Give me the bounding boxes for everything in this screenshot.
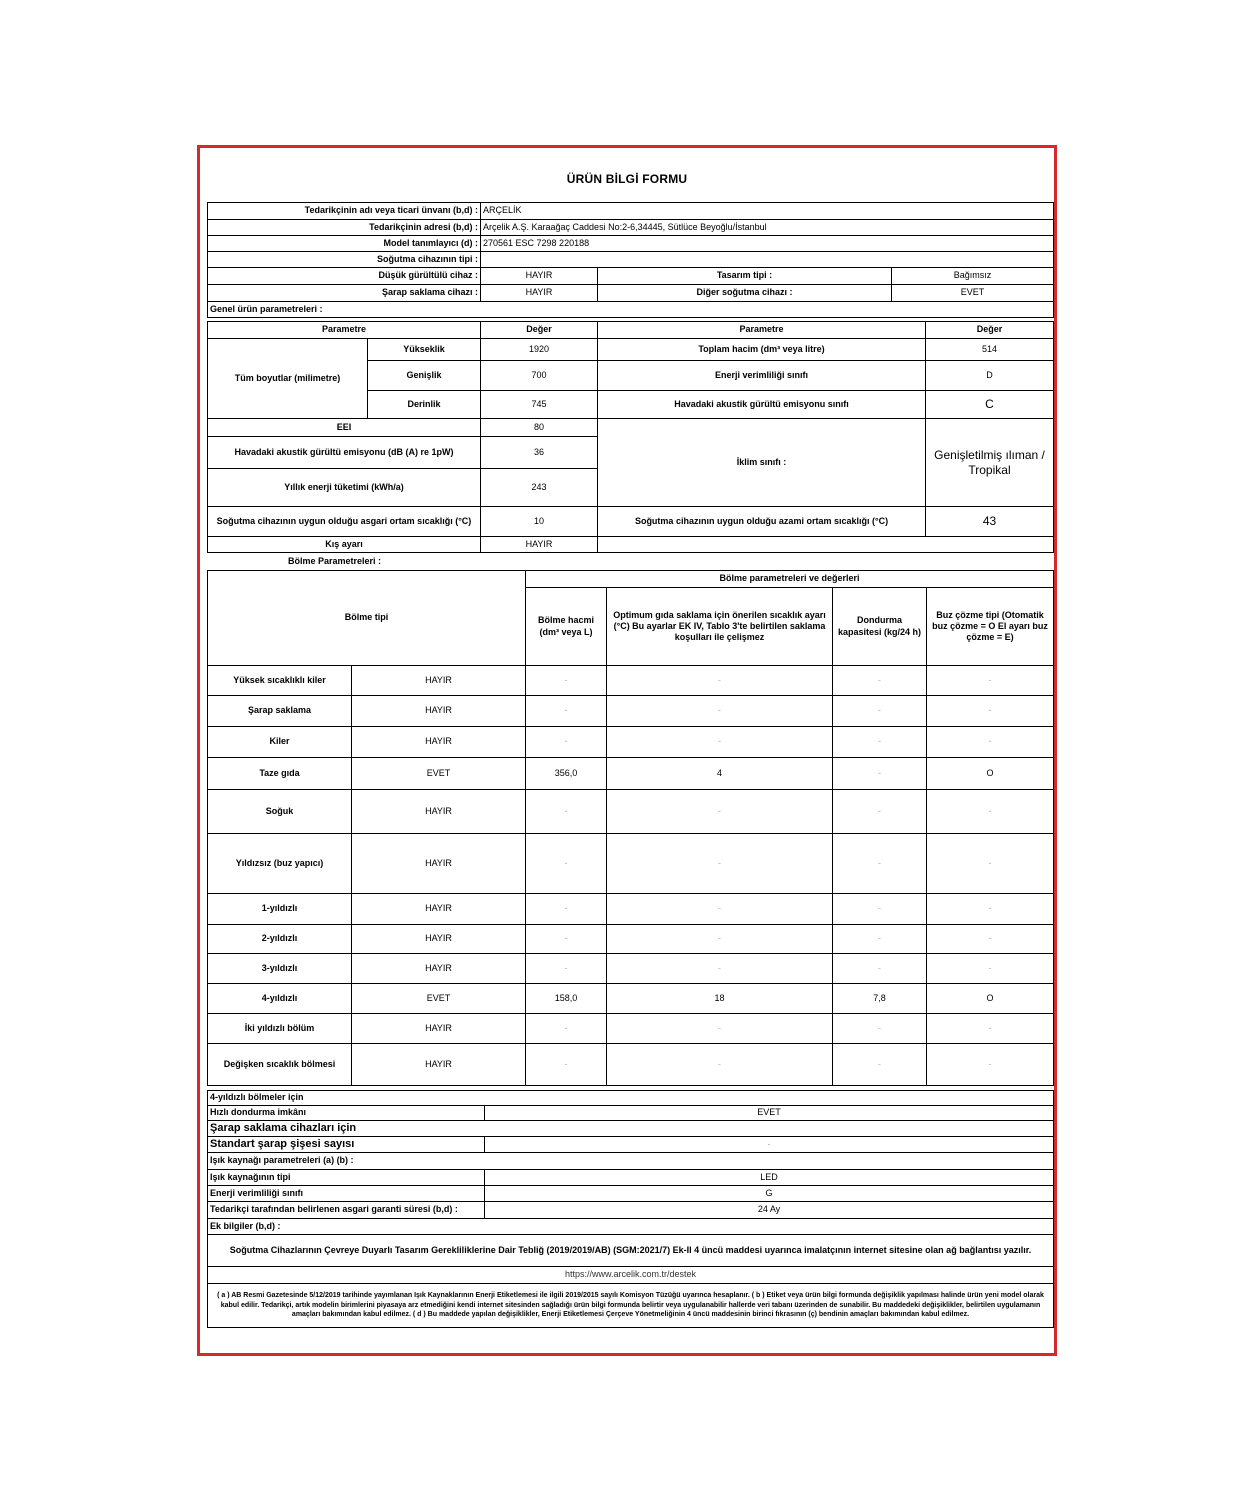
light-type-label: Işık kaynağının tipi: [208, 1170, 485, 1186]
design-type-value: Bağımsız: [892, 268, 1054, 285]
compartment-volume: -: [526, 954, 607, 984]
compartment-name: Şarap saklama: [208, 696, 352, 727]
width-value: 700: [481, 361, 598, 391]
table-row: [208, 790, 1054, 834]
compartment-present: HAYIR: [352, 954, 526, 984]
compartment-defrost: O: [927, 758, 1054, 790]
compartment-freeze: -: [833, 894, 927, 925]
compartment-volume: -: [526, 790, 607, 834]
supplier-table: [207, 202, 1054, 318]
table-row: [208, 758, 1054, 790]
table-row: [208, 954, 1054, 984]
compartment-freeze: -: [833, 925, 927, 954]
four-star-section-label: 4-yıldızlı bölmeler için: [208, 1091, 1054, 1106]
compartment-name: 1-yıldızlı: [208, 894, 352, 925]
compartment-temp: -: [607, 666, 833, 696]
compartment-temp: 18: [607, 984, 833, 1014]
compartment-defrost: -: [927, 790, 1054, 834]
low-noise-value: HAYIR: [481, 268, 598, 285]
form-frame: [197, 145, 1057, 1356]
noise-value: 36: [481, 437, 598, 469]
compartment-defrost: -: [927, 1044, 1054, 1086]
compartment-group-header: Bölme parametreleri ve değerleri: [526, 571, 1054, 588]
noise-class-label: Havadaki akustik gürültü emisyonu sınıfı: [598, 391, 926, 419]
energy-class-value: D: [926, 361, 1054, 391]
compartment-volume: 158,0: [526, 984, 607, 1014]
width-label: Genişlik: [368, 361, 481, 391]
winter-label: Kış ayarı: [208, 537, 481, 553]
table-row: [208, 1014, 1054, 1044]
annual-energy-label: Yıllık enerji tüketimi (kWh/a): [208, 469, 481, 507]
device-type-value: [481, 252, 1054, 268]
compartment-temp: -: [607, 1014, 833, 1044]
form-title: ÜRÜN BİLGİ FORMU: [566, 172, 688, 186]
wine-device-label: Şarap saklama cihazı :: [208, 285, 481, 302]
min-temp-value: 10: [481, 507, 598, 537]
winter-empty: [598, 537, 1054, 553]
table-row: [208, 894, 1054, 925]
wine-bottles-value: -: [485, 1137, 1054, 1153]
table-row: [208, 834, 1054, 894]
value-header: Değer: [481, 322, 598, 339]
compartment-volume: -: [526, 1044, 607, 1086]
dimensions-label: Tüm boyutlar (milimetre): [208, 339, 368, 419]
energy-class-label: Enerji verimliliği sınıfı: [598, 361, 926, 391]
compartment-temp: -: [607, 1044, 833, 1086]
table-row: [208, 666, 1054, 696]
compartment-present: EVET: [352, 758, 526, 790]
value-header-2: Değer: [926, 322, 1054, 339]
eei-label: EEI: [208, 419, 481, 437]
max-temp-label: Soğutma cihazının uygun olduğu azami ortam sıcaklığı (°C): [598, 507, 926, 537]
compartment-volume: 356,0: [526, 758, 607, 790]
table-row: [208, 727, 1054, 758]
compartment-freeze: -: [833, 696, 927, 727]
compartment-present: EVET: [352, 984, 526, 1014]
other-device-label: Diğer soğutma cihazı :: [598, 285, 892, 302]
warranty-value: 24 Ay: [485, 1202, 1054, 1219]
other-device-value: EVET: [892, 285, 1054, 302]
table-row: [208, 1044, 1054, 1086]
compartment-present: HAYIR: [352, 790, 526, 834]
light-section-label: Işık kaynağı parametreleri (a) (b) :: [208, 1153, 1054, 1170]
compartment-type-header: Bölme tipi: [208, 571, 526, 666]
compartment-temp: -: [607, 727, 833, 758]
height-label: Yükseklik: [368, 339, 481, 361]
compartment-volume: -: [526, 1014, 607, 1044]
compartment-temp: -: [607, 834, 833, 894]
compartment-name: Taze gıda: [208, 758, 352, 790]
compartment-freeze: -: [833, 727, 927, 758]
compartment-freeze: -: [833, 666, 927, 696]
compartment-volume: -: [526, 834, 607, 894]
compartment-present: HAYIR: [352, 894, 526, 925]
compartment-volume: -: [526, 727, 607, 758]
depth-value: 745: [481, 391, 598, 419]
supplier-address-value: Arçelik A.Ş. Karaağaç Caddesi No:2-6,34445, Sütlüce Beyoğlu/İstanbul: [481, 220, 1054, 236]
annual-energy-value: 243: [481, 469, 598, 507]
compartment-volume: -: [526, 894, 607, 925]
model-label: Model tanımlayıcı (d) :: [208, 236, 481, 252]
compartment-name: 2-yıldızlı: [208, 925, 352, 954]
compartment-name: 3-yıldızlı: [208, 954, 352, 984]
fast-freeze-value: EVET: [485, 1106, 1054, 1121]
fast-freeze-label: Hızlı dondurma imkânı: [208, 1106, 485, 1121]
light-type-value: LED: [485, 1170, 1054, 1186]
col-defrost-header: Buz çözme tipi (Otomatik buz çözme = O El ayarı buz çözme = E): [927, 588, 1054, 666]
max-temp-value: 43: [926, 507, 1054, 537]
total-volume-value: 514: [926, 339, 1054, 361]
col-temp-header: Optimum gıda saklama için önerilen sıcaklık ayarı (°C) Bu ayarlar EK IV, Tablo 3'te belirtilen saklama koşulları ile çelişmez: [607, 588, 833, 666]
compartment-volume: -: [526, 666, 607, 696]
climate-value: Genişletilmiş ılıman / Tropikal: [926, 419, 1054, 507]
noise-label: Havadaki akustik gürültü emisyonu (dB (A) re 1pW): [208, 437, 481, 469]
compartment-present: HAYIR: [352, 1044, 526, 1086]
eei-value: 80: [481, 419, 598, 437]
total-volume-label: Toplam hacim (dm³ veya litre): [598, 339, 926, 361]
model-value: 270561 ESC 7298 220188: [481, 236, 1054, 252]
compartment-present: HAYIR: [352, 925, 526, 954]
param-header-2: Parametre: [598, 322, 926, 339]
light-class-value: G: [485, 1186, 1054, 1202]
winter-value: HAYIR: [481, 537, 598, 553]
table-row: [208, 696, 1054, 727]
compartments-table: [207, 570, 1054, 1086]
extra-info-text: Soğutma Cihazlarının Çevreye Duyarlı Tasarım Gerekliliklerine Dair Tebliğ (2019/2019/AB) (SGM:2021/7) Ek-II 4 üncü maddesi uyarınca imalatçının internet sitesine olan ağ bağlantısı yazılır.: [208, 1235, 1054, 1267]
compartment-name: Yüksek sıcaklıklı kiler: [208, 666, 352, 696]
compartment-freeze: -: [833, 758, 927, 790]
compartment-name: 4-yıldızlı: [208, 984, 352, 1014]
light-class-label: Enerji verimliliği sınıfı: [208, 1186, 485, 1202]
depth-label: Derinlik: [368, 391, 481, 419]
compartment-freeze: -: [833, 834, 927, 894]
compartment-present: HAYIR: [352, 834, 526, 894]
compartment-temp: -: [607, 925, 833, 954]
compartment-present: HAYIR: [352, 1014, 526, 1044]
general-params-table: [207, 321, 1054, 553]
compartment-name: Soğuk: [208, 790, 352, 834]
compartment-name: İki yıldızlı bölüm: [208, 1014, 352, 1044]
compartment-temp: 4: [607, 758, 833, 790]
device-type-label: Soğutma cihazının tipi :: [208, 252, 481, 268]
compartment-present: HAYIR: [352, 666, 526, 696]
compartments-section-label: Bölme Parametreleri :: [288, 556, 382, 566]
compartment-volume: -: [526, 696, 607, 727]
compartment-name: Değişken sıcaklık bölmesi: [208, 1044, 352, 1086]
height-value: 1920: [481, 339, 598, 361]
wine-device-value: HAYIR: [481, 285, 598, 302]
warranty-label: Tedarikçi tarafından belirlenen asgari garanti süresi (b,d) :: [208, 1202, 485, 1219]
compartment-temp: -: [607, 696, 833, 727]
min-temp-label: Soğutma cihazının uygun olduğu asgari ortam sıcaklığı (°C): [208, 507, 481, 537]
col-volume-header: Bölme hacmi (dm³ veya L): [526, 588, 607, 666]
general-section-label: Genel ürün parametreleri :: [208, 302, 1054, 318]
low-noise-label: Düşük gürültülü cihaz :: [208, 268, 481, 285]
noise-class-value: C: [926, 391, 1054, 419]
compartment-volume: -: [526, 925, 607, 954]
supplier-name-value: ARÇELİK: [481, 203, 1054, 220]
compartment-defrost: -: [927, 894, 1054, 925]
design-type-label: Tasarım tipi :: [598, 268, 892, 285]
compartment-defrost: -: [927, 834, 1054, 894]
col-freeze-header: Dondurma kapasitesi (kg/24 h): [833, 588, 927, 666]
compartment-present: HAYIR: [352, 727, 526, 758]
compartment-freeze: -: [833, 790, 927, 834]
compartment-defrost: O: [927, 984, 1054, 1014]
table-row: [208, 925, 1054, 954]
compartment-freeze: -: [833, 1014, 927, 1044]
compartment-present: HAYIR: [352, 696, 526, 727]
bottom-table: [207, 1090, 1054, 1328]
compartment-defrost: -: [927, 696, 1054, 727]
compartment-temp: -: [607, 790, 833, 834]
param-header: Parametre: [208, 322, 481, 339]
climate-label: İklim sınıfı :: [598, 419, 926, 507]
wine-section-label: Şarap saklama cihazları için: [208, 1121, 1054, 1137]
footnote-text: ( a ) AB Resmi Gazetesinde 5/12/2019 tarihinde yayımlanan Işık Kaynaklarının Enerji Etiketlemesi ile ilgili 2019/2015 sayılı Komisyon Tüzüğü uyarınca hesaplanır. ( b ) Etiket veya ürün bilgi formunda değişiklik yapılması halinde ürün yeni model olarak kabul edilir. Tedarikçi, artık modelin birimlerini piyasaya arz etmediğini kendi internet sitesinden sağladığı ürün bilgi formunda belirtir veya uygulanabilir hallerde veri tabanı üzerinden de sunabilir. Bu maddedeki değişiklikler, belirtilen uygulamanın amaçları bakımından kabul edilmez. ( d ) Bu maddede yapılan değişiklikler, Enerji Etiketlemesi Çerçeve Yönetmeliğinin 4 üncü maddesinin birinci fıkrasının (ç) bendinin amaçları bakımından kabul edilmez.: [208, 1284, 1054, 1328]
supplier-name-label: Tedarikçinin adı veya ticari ünvanı (b,d) :: [208, 203, 481, 220]
compartment-temp: -: [607, 954, 833, 984]
compartment-name: Kiler: [208, 727, 352, 758]
wine-bottles-label: Standart şarap şişesi sayısı: [208, 1137, 485, 1153]
compartment-name: Yıldızsız (buz yapıcı): [208, 834, 352, 894]
compartment-freeze: 7,8: [833, 984, 927, 1014]
compartment-freeze: -: [833, 954, 927, 984]
compartment-defrost: -: [927, 925, 1054, 954]
table-row: [208, 984, 1054, 1014]
compartment-freeze: -: [833, 1044, 927, 1086]
supplier-address-label: Tedarikçinin adresi (b,d) :: [208, 220, 481, 236]
compartment-defrost: -: [927, 1014, 1054, 1044]
extra-info-label: Ek bilgiler (b,d) :: [208, 1219, 1054, 1235]
compartment-defrost: -: [927, 727, 1054, 758]
compartment-defrost: -: [927, 954, 1054, 984]
compartment-defrost: -: [927, 666, 1054, 696]
compartment-temp: -: [607, 894, 833, 925]
support-link[interactable]: https://www.arcelik.com.tr/destek: [208, 1267, 1054, 1284]
